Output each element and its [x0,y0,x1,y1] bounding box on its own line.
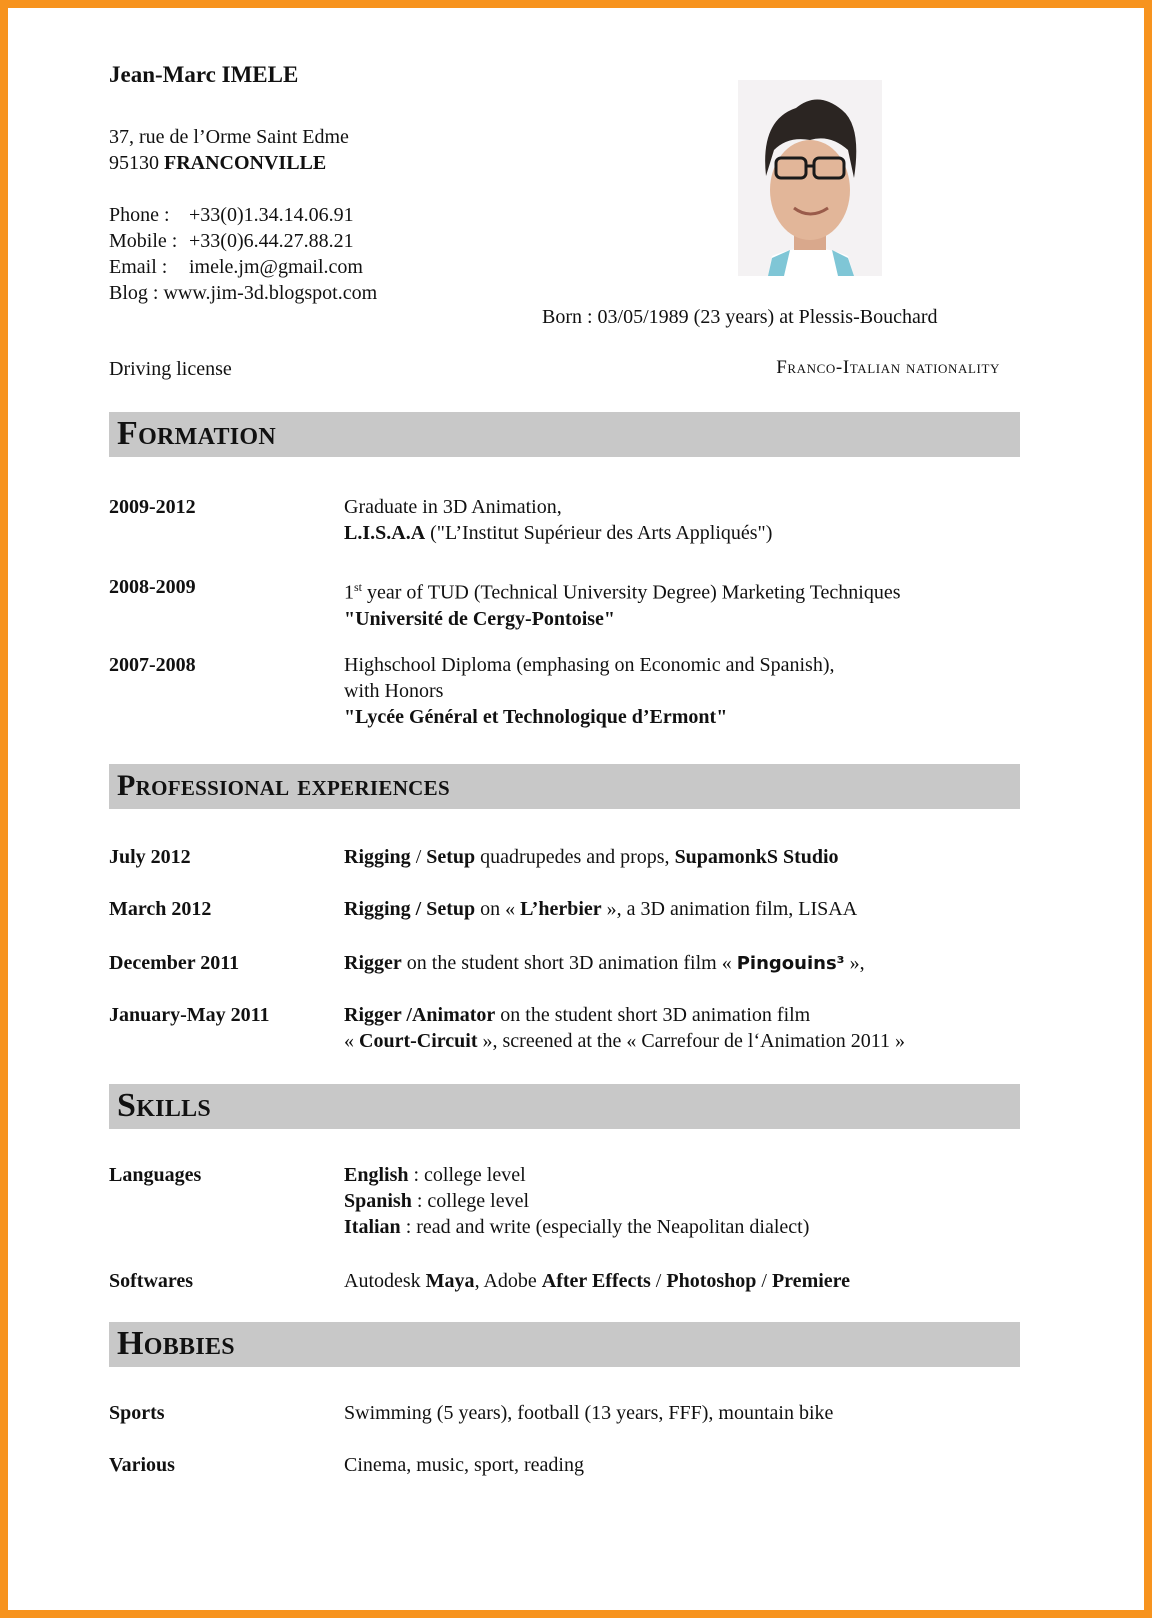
formation-section-header [109,412,1020,457]
skills-section-header [109,1084,1020,1129]
text: », [844,952,865,974]
language-level: : read and write (especially the Neapolitan dialect) [400,1216,810,1238]
software: Photoshop [666,1270,757,1292]
language-item [344,1214,809,1240]
formation-degree: Graduate in 3D Animation, [344,496,562,518]
degree-ordinal: 1 [344,581,354,604]
text: quadrupedes and props, [475,846,675,868]
formation-date: 2007-2008 [109,654,196,676]
language-item [344,1188,809,1214]
formation-school: "Université de Cergy-Pontoise" [344,607,616,630]
experience-date: January-May 2011 [109,1004,270,1026]
software: After Effects [541,1270,651,1292]
text: », a 3D animation film, LISAA [601,898,858,920]
city: FRANCONVILLE [164,152,327,174]
blog-value: www.jim-3d.blogspot.com [163,282,378,304]
school-name: L.I.S.A.A [344,522,426,544]
role: Rigging [344,846,411,868]
language-item [344,1162,809,1188]
text: , Adobe [474,1270,542,1292]
postcode: 95130 [109,152,159,174]
formation-entry [344,574,901,632]
degree-ordinal-suffix: st [354,580,363,594]
experience-date: July 2012 [109,846,191,868]
phone-label: Phone : [109,204,170,226]
mobile-label: Mobile : [109,230,178,252]
film-title: Court-Circuit [359,1030,478,1052]
text: on the student short 3D animation film « [401,952,737,974]
film-title: Pingouins³ [736,953,845,974]
hobbies-section-header [109,1322,1020,1367]
formation-school [344,520,772,546]
mobile-line [109,228,354,254]
formation-entry [344,494,772,546]
experiences-section-header [109,764,1020,809]
formation-degree-extra: with Honors [344,680,444,702]
blog-label: Blog : [109,282,159,304]
sports-label: Sports [109,1402,165,1424]
softwares-list [344,1268,850,1294]
various-value: Cinema, music, sport, reading [344,1454,584,1476]
film-title: L’herbier [520,898,602,920]
software: Premiere [771,1270,851,1292]
formation-date: 2009-2012 [109,496,196,518]
skills-title: Skills [117,1087,212,1124]
email-line [109,254,363,280]
formation-entry [344,652,834,730]
text: on « [475,898,521,920]
driving-license: Driving license [109,358,232,380]
candidate-name: Jean-Marc IMELE [109,62,299,87]
role: Rigging / Setup [344,898,476,920]
role: Rigger /Animator [344,1004,496,1026]
softwares-label: Softwares [109,1270,194,1292]
address-line: 37, rue de l’Orme Saint Edme [109,126,349,148]
language-level: : college level [408,1164,526,1186]
text: », screened at the « Carrefour de l‘Animation 2011 » [477,1030,905,1052]
phone-value: +33(0)1.34.14.06.91 [189,204,354,226]
language-name: Italian [344,1216,401,1238]
various-label: Various [109,1454,175,1476]
experience-entry [344,844,839,870]
language-name: English [344,1164,409,1186]
role: Setup [426,846,476,868]
experiences-title: Professional experiences [117,769,450,802]
formation-title: Formation [117,415,277,452]
city-line [109,150,326,176]
profile-photo [738,80,882,276]
experience-date: March 2012 [109,898,212,920]
formation-school: "Lycée Général et Technologique d’Ermont" [344,706,728,728]
experience-date: December 2011 [109,952,240,974]
studio: SupamonkS Studio [674,846,839,868]
birth-info: Born : 03/05/1989 (23 years) at Plessis-Bouchard [542,306,938,328]
hobbies-title: Hobbies [117,1325,235,1362]
text: / [650,1270,667,1292]
languages-label: Languages [109,1164,202,1186]
email-label: Email : [109,256,168,278]
formation-degree [344,574,901,606]
text: on the student short 3D animation film [495,1004,811,1026]
role: Rigger [344,952,402,974]
mobile-value: +33(0)6.44.27.88.21 [189,230,354,252]
formation-date: 2008-2009 [109,576,196,598]
text: « [344,1030,359,1052]
experience-entry [344,1002,905,1054]
text: / [410,846,427,868]
school-detail: ("L’Institut Supérieur des Arts Appliqués") [425,522,773,544]
text: / [756,1270,772,1292]
experience-entry [344,950,865,977]
email-value: imele.jm@gmail.com [189,256,363,278]
phone-line [109,202,354,228]
blog-line [109,280,377,306]
formation-degree: Highschool Diploma (emphasing on Economic and Spanish), [344,654,835,676]
language-level: : college level [411,1190,530,1212]
language-name: Spanish [344,1190,412,1212]
experience-entry [344,896,857,922]
sports-value: Swimming (5 years), football (13 years, FFF), mountain bike [344,1402,834,1424]
text: Autodesk [344,1270,426,1292]
nationality: Franco-Italian nationality [776,357,1000,378]
languages-list [344,1162,809,1240]
software: Maya [425,1270,475,1292]
degree-text: year of TUD (Technical University Degree) Marketing Techniques [362,581,901,604]
